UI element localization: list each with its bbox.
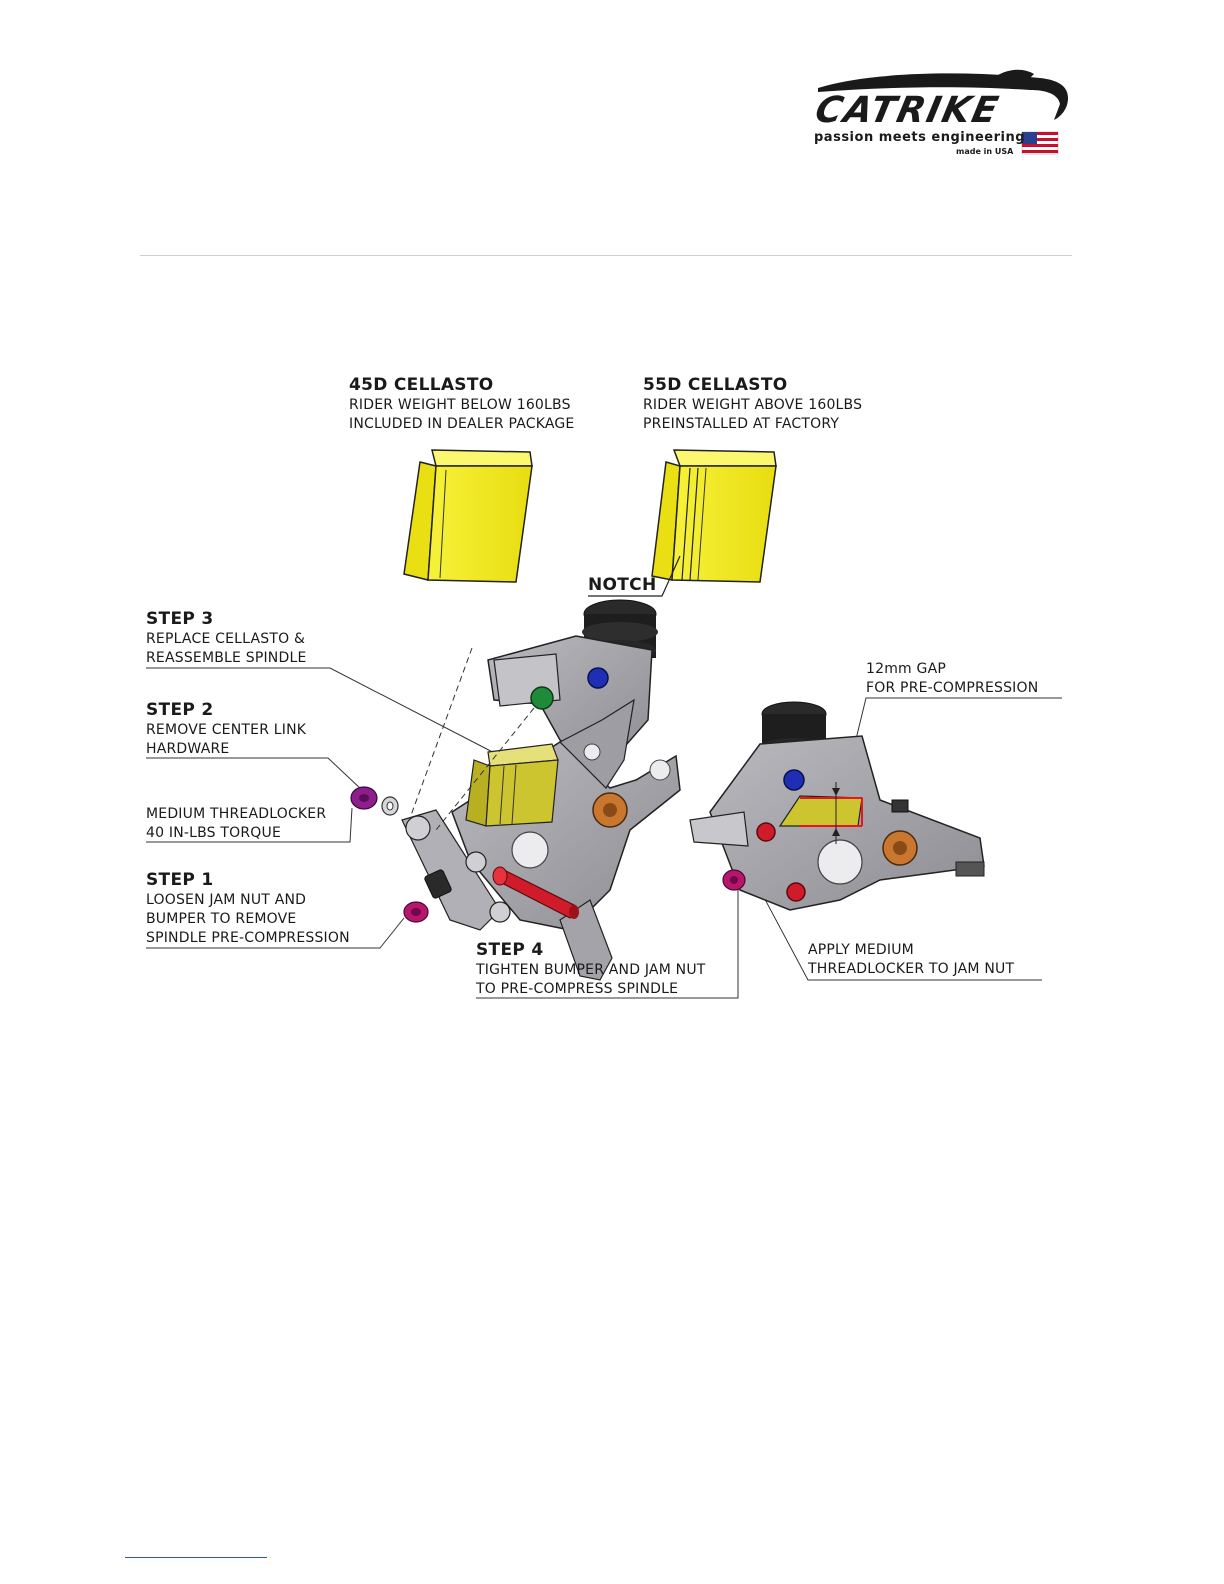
step2-line-2: HARDWARE bbox=[146, 741, 230, 757]
green-bolt bbox=[531, 687, 553, 709]
step1-label bbox=[146, 870, 350, 948]
apply-threadlocker-label bbox=[808, 941, 1014, 979]
assembled-spindle-view bbox=[690, 702, 984, 910]
step1-title: STEP 1 bbox=[146, 870, 214, 890]
step1-line-2: BUMPER TO REMOVE bbox=[146, 911, 297, 927]
step3-title: STEP 3 bbox=[146, 609, 214, 629]
threadlocker-label bbox=[146, 805, 326, 843]
notch-title: NOTCH bbox=[588, 575, 657, 595]
step4-title: STEP 4 bbox=[476, 940, 544, 960]
cellasto-45d-label bbox=[349, 375, 574, 434]
cellasto-45d-line-2: INCLUDED IN DEALER PACKAGE bbox=[349, 416, 575, 432]
cellasto-55d-label bbox=[643, 375, 862, 434]
step3-line-1: REPLACE CELLASTO & bbox=[146, 631, 306, 647]
apply-line-1: APPLY MEDIUM bbox=[808, 942, 914, 958]
cellasto-55d-title: 55D CELLASTO bbox=[643, 375, 788, 395]
step1-line-1: LOOSEN JAM NUT AND bbox=[146, 892, 307, 908]
step3-line-2: REASSEMBLE SPINDLE bbox=[146, 650, 307, 666]
step4-line-1: TIGHTEN BUMPER AND JAM NUT bbox=[476, 962, 706, 978]
notch-label bbox=[588, 575, 656, 596]
cellasto-55d-line-2: PREINSTALLED AT FACTORY bbox=[643, 416, 840, 432]
brand-tagline: passion meets engineering bbox=[814, 130, 1026, 145]
step4-line-2: TO PRE-COMPRESS SPINDLE bbox=[476, 981, 679, 997]
blue-bolt bbox=[588, 668, 608, 688]
step4-label bbox=[476, 940, 706, 999]
step2-label bbox=[146, 700, 306, 759]
cellasto-55d-line-1: RIDER WEIGHT ABOVE 160LBS bbox=[643, 397, 863, 413]
step2-title: STEP 2 bbox=[146, 700, 214, 720]
step2-line-1: REMOVE CENTER LINK bbox=[146, 722, 307, 738]
gap-line-1: 12mm GAP bbox=[866, 661, 947, 677]
installed-cellasto bbox=[466, 744, 558, 826]
step3-label bbox=[146, 609, 307, 668]
gap-label bbox=[866, 660, 1038, 698]
brand-wordmark: CATRIKE bbox=[811, 90, 1004, 131]
cellasto-55d-block bbox=[652, 450, 776, 582]
brand-origin: made in USA bbox=[956, 147, 1014, 156]
gap-line-2: FOR PRE-COMPRESSION bbox=[866, 680, 1039, 696]
step1-line-3: SPINDLE PRE-COMPRESSION bbox=[146, 930, 350, 946]
cellasto-45d-block bbox=[404, 450, 532, 582]
cellasto-45d-title: 45D CELLASTO bbox=[349, 375, 494, 395]
threadlocker-line-2: 40 IN-LBS TORQUE bbox=[146, 825, 282, 841]
center-link-bolt bbox=[351, 787, 398, 815]
threadlocker-line-1: MEDIUM THREADLOCKER bbox=[146, 806, 327, 822]
cellasto-45d-line-1: RIDER WEIGHT BELOW 160LBS bbox=[349, 397, 571, 413]
apply-line-2: THREADLOCKER TO JAM NUT bbox=[808, 961, 1015, 977]
